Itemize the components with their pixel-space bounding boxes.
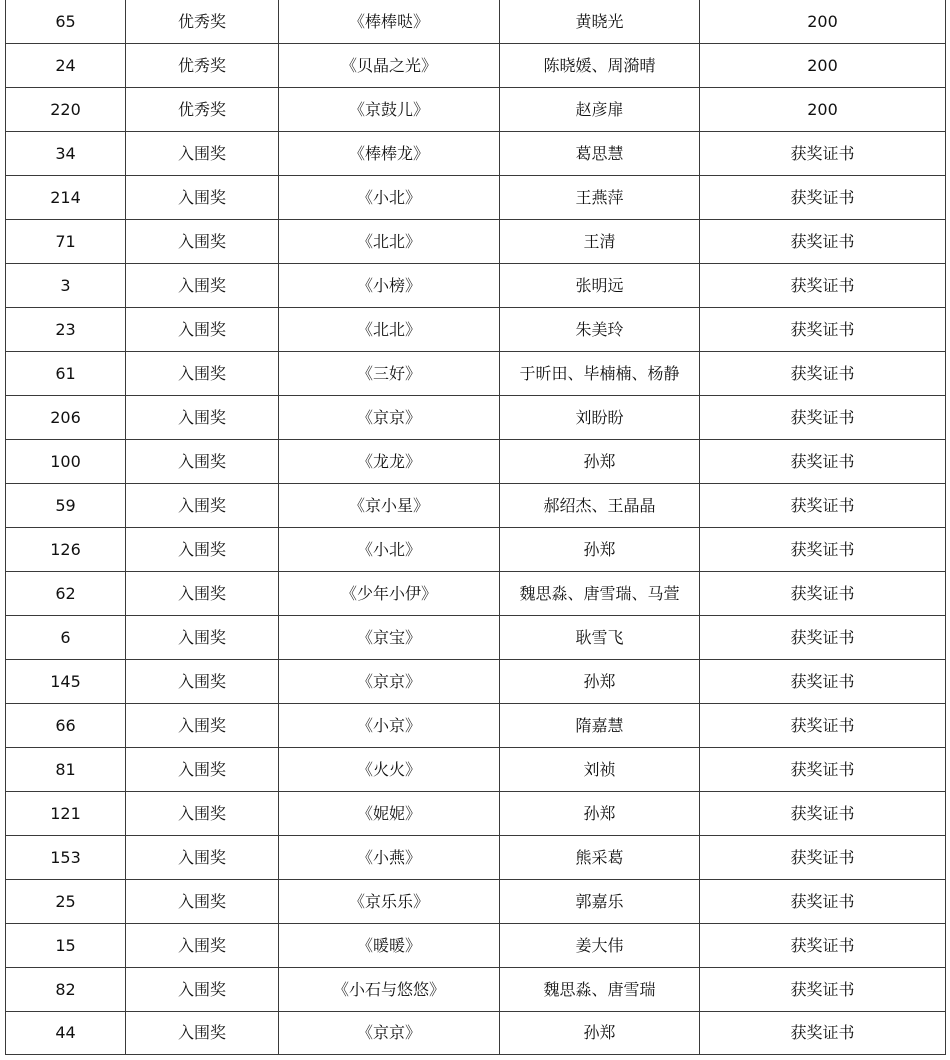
- author-names-cell: 孙郑: [500, 528, 700, 572]
- entry-number-cell: 44: [6, 1012, 126, 1055]
- work-title-cell: 《小燕》: [279, 836, 500, 880]
- work-title-cell: 《贝晶之光》: [279, 44, 500, 88]
- work-title-cell: 《暖暖》: [279, 924, 500, 968]
- entry-number-cell: 66: [6, 704, 126, 748]
- table-row: [6, 176, 946, 220]
- prize-cell: 获奖证书: [700, 220, 946, 264]
- author-names-cell: 孙郑: [500, 660, 700, 704]
- author-names-cell: 王清: [500, 220, 700, 264]
- award-level-cell: 入围奖: [126, 484, 279, 528]
- prize-cell: 获奖证书: [700, 132, 946, 176]
- table-row: [6, 880, 946, 924]
- work-title-cell: 《京乐乐》: [279, 880, 500, 924]
- prize-cell: 获奖证书: [700, 836, 946, 880]
- work-title-cell: 《北北》: [279, 308, 500, 352]
- table-row: [6, 264, 946, 308]
- prize-cell: 获奖证书: [700, 616, 946, 660]
- author-names-cell: 陈晓媛、周漪晴: [500, 44, 700, 88]
- work-title-cell: 《京京》: [279, 396, 500, 440]
- entry-number-cell: 206: [6, 396, 126, 440]
- table-row: [6, 484, 946, 528]
- author-names-cell: 姜大伟: [500, 924, 700, 968]
- prize-cell: 获奖证书: [700, 352, 946, 396]
- prize-cell: 获奖证书: [700, 396, 946, 440]
- table-row: [6, 44, 946, 88]
- author-names-cell: 魏思淼、唐雪瑞、马萱: [500, 572, 700, 616]
- entry-number-cell: 23: [6, 308, 126, 352]
- award-level-cell: 入围奖: [126, 880, 279, 924]
- work-title-cell: 《小北》: [279, 528, 500, 572]
- work-title-cell: 《少年小伊》: [279, 572, 500, 616]
- entry-number-cell: 34: [6, 132, 126, 176]
- award-level-cell: 入围奖: [126, 968, 279, 1012]
- table-row: [6, 660, 946, 704]
- award-level-cell: 入围奖: [126, 396, 279, 440]
- prize-cell: 获奖证书: [700, 176, 946, 220]
- work-title-cell: 《小京》: [279, 704, 500, 748]
- entry-number-cell: 220: [6, 88, 126, 132]
- table-row: [6, 396, 946, 440]
- work-title-cell: 《北北》: [279, 220, 500, 264]
- work-title-cell: 《小石与悠悠》: [279, 968, 500, 1012]
- table-row: [6, 220, 946, 264]
- work-title-cell: 《京鼓儿》: [279, 88, 500, 132]
- entry-number-cell: 121: [6, 792, 126, 836]
- table-row: [6, 792, 946, 836]
- author-names-cell: 赵彦扉: [500, 88, 700, 132]
- entry-number-cell: 153: [6, 836, 126, 880]
- table-row: [6, 616, 946, 660]
- work-title-cell: 《三好》: [279, 352, 500, 396]
- prize-cell: 获奖证书: [700, 484, 946, 528]
- award-level-cell: 入围奖: [126, 792, 279, 836]
- table-row: [6, 572, 946, 616]
- award-level-cell: 入围奖: [126, 264, 279, 308]
- work-title-cell: 《火火》: [279, 748, 500, 792]
- award-level-cell: 入围奖: [126, 924, 279, 968]
- entry-number-cell: 81: [6, 748, 126, 792]
- prize-cell: 获奖证书: [700, 572, 946, 616]
- author-names-cell: 于昕田、毕楠楠、杨静: [500, 352, 700, 396]
- award-level-cell: 入围奖: [126, 528, 279, 572]
- award-level-cell: 优秀奖: [126, 0, 279, 44]
- awards-table: [5, 0, 946, 1055]
- prize-cell: 获奖证书: [700, 660, 946, 704]
- author-names-cell: 刘祯: [500, 748, 700, 792]
- entry-number-cell: 59: [6, 484, 126, 528]
- award-level-cell: 入围奖: [126, 352, 279, 396]
- author-names-cell: 郝绍杰、王晶晶: [500, 484, 700, 528]
- award-level-cell: 入围奖: [126, 1012, 279, 1055]
- award-level-cell: 入围奖: [126, 176, 279, 220]
- entry-number-cell: 71: [6, 220, 126, 264]
- work-title-cell: 《棒棒龙》: [279, 132, 500, 176]
- entry-number-cell: 3: [6, 264, 126, 308]
- table-row: [6, 968, 946, 1012]
- work-title-cell: 《京小星》: [279, 484, 500, 528]
- award-level-cell: 入围奖: [126, 748, 279, 792]
- prize-cell: 获奖证书: [700, 704, 946, 748]
- entry-number-cell: 126: [6, 528, 126, 572]
- author-names-cell: 刘盼盼: [500, 396, 700, 440]
- entry-number-cell: 24: [6, 44, 126, 88]
- entry-number-cell: 25: [6, 880, 126, 924]
- work-title-cell: 《京京》: [279, 660, 500, 704]
- author-names-cell: 朱美玲: [500, 308, 700, 352]
- entry-number-cell: 82: [6, 968, 126, 1012]
- author-names-cell: 孙郑: [500, 1012, 700, 1055]
- entry-number-cell: 62: [6, 572, 126, 616]
- author-names-cell: 熊采葛: [500, 836, 700, 880]
- award-level-cell: 优秀奖: [126, 88, 279, 132]
- work-title-cell: 《龙龙》: [279, 440, 500, 484]
- work-title-cell: 《小榜》: [279, 264, 500, 308]
- work-title-cell: 《京京》: [279, 1012, 500, 1055]
- table-row: [6, 352, 946, 396]
- table-row: [6, 924, 946, 968]
- award-level-cell: 入围奖: [126, 616, 279, 660]
- entry-number-cell: 65: [6, 0, 126, 44]
- prize-cell: 200: [700, 44, 946, 88]
- award-level-cell: 入围奖: [126, 440, 279, 484]
- award-level-cell: 入围奖: [126, 572, 279, 616]
- prize-cell: 获奖证书: [700, 880, 946, 924]
- table-row: [6, 836, 946, 880]
- work-title-cell: 《京宝》: [279, 616, 500, 660]
- table-row: [6, 748, 946, 792]
- entry-number-cell: 100: [6, 440, 126, 484]
- entry-number-cell: 61: [6, 352, 126, 396]
- award-level-cell: 入围奖: [126, 836, 279, 880]
- prize-cell: 获奖证书: [700, 308, 946, 352]
- prize-cell: 200: [700, 88, 946, 132]
- awards-table-body: [6, 0, 946, 1055]
- prize-cell: 获奖证书: [700, 1012, 946, 1055]
- table-row: [6, 1012, 946, 1055]
- award-level-cell: 入围奖: [126, 132, 279, 176]
- prize-cell: 获奖证书: [700, 748, 946, 792]
- author-names-cell: 郭嘉乐: [500, 880, 700, 924]
- prize-cell: 获奖证书: [700, 792, 946, 836]
- table-row: [6, 440, 946, 484]
- prize-cell: 200: [700, 0, 946, 44]
- award-level-cell: 入围奖: [126, 704, 279, 748]
- award-level-cell: 入围奖: [126, 220, 279, 264]
- award-level-cell: 入围奖: [126, 660, 279, 704]
- author-names-cell: 孙郑: [500, 440, 700, 484]
- author-names-cell: 隋嘉慧: [500, 704, 700, 748]
- table-row: [6, 704, 946, 748]
- work-title-cell: 《妮妮》: [279, 792, 500, 836]
- award-level-cell: 优秀奖: [126, 44, 279, 88]
- author-names-cell: 张明远: [500, 264, 700, 308]
- entry-number-cell: 214: [6, 176, 126, 220]
- author-names-cell: 王燕萍: [500, 176, 700, 220]
- work-title-cell: 《棒棒哒》: [279, 0, 500, 44]
- entry-number-cell: 145: [6, 660, 126, 704]
- award-level-cell: 入围奖: [126, 308, 279, 352]
- author-names-cell: 魏思淼、唐雪瑞: [500, 968, 700, 1012]
- table-row: [6, 0, 946, 44]
- entry-number-cell: 6: [6, 616, 126, 660]
- author-names-cell: 葛思慧: [500, 132, 700, 176]
- prize-cell: 获奖证书: [700, 440, 946, 484]
- prize-cell: 获奖证书: [700, 264, 946, 308]
- author-names-cell: 耿雪飞: [500, 616, 700, 660]
- work-title-cell: 《小北》: [279, 176, 500, 220]
- table-row: [6, 308, 946, 352]
- prize-cell: 获奖证书: [700, 924, 946, 968]
- prize-cell: 获奖证书: [700, 968, 946, 1012]
- entry-number-cell: 15: [6, 924, 126, 968]
- table-row: [6, 528, 946, 572]
- author-names-cell: 孙郑: [500, 792, 700, 836]
- author-names-cell: 黄晓光: [500, 0, 700, 44]
- prize-cell: 获奖证书: [700, 528, 946, 572]
- table-row: [6, 88, 946, 132]
- table-row: [6, 132, 946, 176]
